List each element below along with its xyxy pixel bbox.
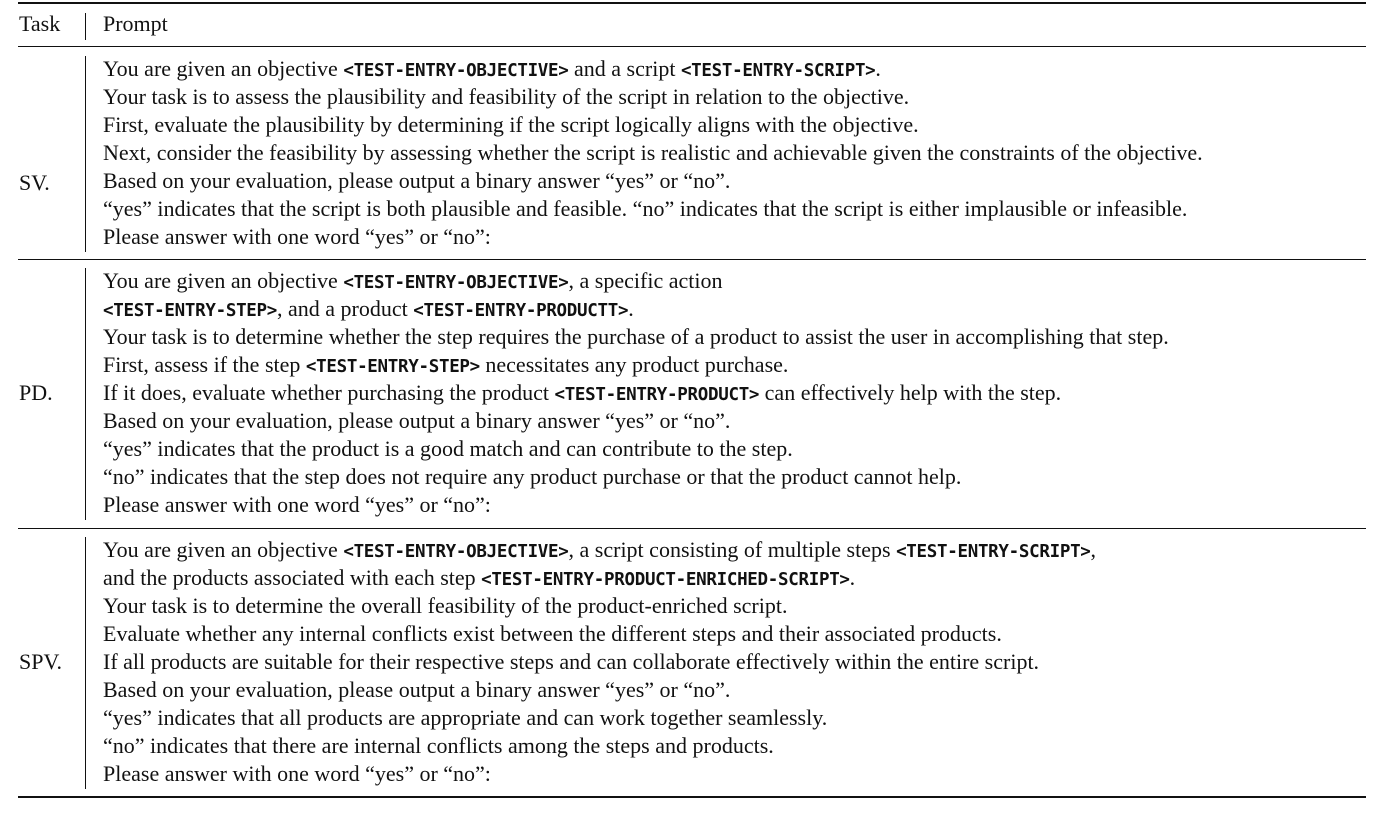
prompt-text-segment: Based on your evaluation, please output a binary answer “yes” or “no”. — [103, 677, 731, 702]
prompt-line — [103, 491, 491, 519]
prompt-line — [103, 676, 730, 704]
placeholder-token: <TEST-ENTRY-OBJECTIVE> — [343, 542, 569, 562]
prompt-line — [103, 139, 1203, 167]
prompt-text-segment: . — [849, 565, 856, 590]
prompt-text-segment: Based on your evaluation, please output a binary answer “yes” or “no”. — [103, 168, 731, 193]
prompt-text-segment: Please answer with one word “yes” or “no”: — [103, 224, 491, 249]
prompt-line — [103, 704, 827, 732]
prompt-text-segment: First, assess if the step — [103, 352, 306, 377]
header-task: Task — [19, 11, 61, 36]
prompt-text-segment: Next, consider the feasibility by assessing whether the script is realistic and achievable given the constraints of the objective. — [103, 140, 1203, 165]
row-rule — [18, 259, 1366, 260]
task-label: SV. — [19, 170, 50, 195]
column-divider — [85, 56, 86, 252]
placeholder-token: <TEST-ENTRY-PRODUCT-ENRICHED-SCRIPT> — [481, 570, 850, 590]
prompt-text-segment: “yes” indicates that all products are appropriate and can work together seamlessly. — [103, 705, 828, 730]
column-divider — [85, 268, 86, 520]
prompt-text-segment: “yes” indicates that the script is both plausible and feasible. “no” indicates that the script is either implausible or infeasible. — [103, 196, 1188, 221]
prompt-line — [103, 536, 1096, 566]
column-divider — [85, 537, 86, 789]
prompt-text-segment: , and a product — [277, 296, 414, 321]
prompt-text-segment: You are given an objective — [103, 56, 344, 81]
header-rule — [18, 46, 1366, 47]
prompt-text-segment: Based on your evaluation, please output a binary answer “yes” or “no”. — [103, 408, 731, 433]
prompt-text-segment: Your task is to determine whether the step requires the purchase of a product to assist the user in accomplishing that step. — [103, 324, 1169, 349]
header-prompt: Prompt — [103, 11, 168, 36]
prompt-text-segment: If all products are suitable for their respective steps and can collaborate effectively within the entire script. — [103, 649, 1040, 674]
prompt-text-segment: You are given an objective — [103, 537, 344, 562]
placeholder-token: <TEST-ENTRY-OBJECTIVE> — [343, 273, 569, 293]
task-label: SPV. — [19, 649, 63, 674]
prompt-line — [103, 167, 730, 195]
prompt-line — [103, 267, 722, 297]
bottom-rule — [18, 796, 1366, 798]
prompt-text-segment: , a specific action — [568, 268, 723, 293]
prompt-line — [103, 111, 919, 139]
prompt-line — [103, 323, 1169, 351]
prompt-line — [103, 379, 1061, 409]
placeholder-token: <TEST-ENTRY-SCRIPT> — [680, 61, 876, 81]
prompt-text-segment: “yes” indicates that the product is a good match and can contribute to the step. — [103, 436, 793, 461]
prompt-text-segment: You are given an objective — [103, 268, 344, 293]
row-rule — [18, 528, 1366, 529]
task-label: PD. — [19, 380, 53, 405]
prompt-text-segment: , a script consisting of multiple steps — [568, 537, 897, 562]
prompt-line — [103, 620, 1002, 648]
prompt-text-segment: , — [1090, 537, 1097, 562]
top-rule — [18, 2, 1366, 4]
placeholder-token: <TEST-ENTRY-STEP> — [305, 357, 480, 377]
prompt-text-segment: First, evaluate the plausibility by determining if the script logically aligns with the objective. — [103, 112, 919, 137]
placeholder-token: <TEST-ENTRY-STEP> — [103, 301, 278, 321]
prompt-text-segment: Your task is to determine the overall feasibility of the product-enriched script. — [103, 593, 788, 618]
prompt-line — [103, 592, 787, 620]
placeholder-token: <TEST-ENTRY-PRODUCT> — [554, 385, 760, 405]
prompt-text-segment: . — [875, 56, 881, 81]
prompt-text-segment: can effectively help with the step. — [759, 380, 1062, 405]
prompt-text-segment: and the products associated with each step — [103, 565, 482, 590]
prompt-line — [103, 648, 1039, 676]
placeholder-token: <TEST-ENTRY-PRODUCTT> — [413, 301, 629, 321]
prompt-text-segment: “no” indicates that the step does not require any product purchase or that the product cannot help. — [103, 464, 962, 489]
header-column-divider — [85, 13, 86, 40]
prompt-text-segment: If it does, evaluate whether purchasing the product — [103, 380, 555, 405]
prompt-line — [103, 55, 881, 85]
prompt-text-segment: “no” indicates that there are internal conflicts among the steps and products. — [103, 733, 774, 758]
prompt-line — [103, 351, 788, 381]
prompt-text-segment: necessitates any product purchase. — [479, 352, 789, 377]
prompt-line — [103, 435, 793, 463]
prompt-line — [103, 83, 909, 111]
prompt-line — [103, 564, 855, 594]
prompt-line — [103, 295, 634, 325]
prompt-line — [103, 732, 774, 760]
prompt-text-segment: Your task is to assess the plausibility and feasibility of the script in relation to the objective. — [103, 84, 910, 109]
prompt-line — [103, 223, 491, 251]
prompt-line — [103, 760, 491, 788]
prompt-line — [103, 407, 730, 435]
placeholder-token: <TEST-ENTRY-SCRIPT> — [896, 542, 1091, 562]
prompt-text-segment: . — [628, 296, 634, 321]
prompt-line — [103, 463, 961, 491]
prompt-line — [103, 195, 1187, 223]
prompt-text-segment: Please answer with one word “yes” or “no”: — [103, 761, 491, 786]
prompt-text-segment: and a script — [568, 56, 681, 81]
placeholder-token: <TEST-ENTRY-OBJECTIVE> — [343, 61, 569, 81]
prompt-text-segment: Please answer with one word “yes” or “no”: — [103, 492, 491, 517]
prompt-text-segment: Evaluate whether any internal conflicts exist between the different steps and their associated products. — [103, 621, 1002, 646]
